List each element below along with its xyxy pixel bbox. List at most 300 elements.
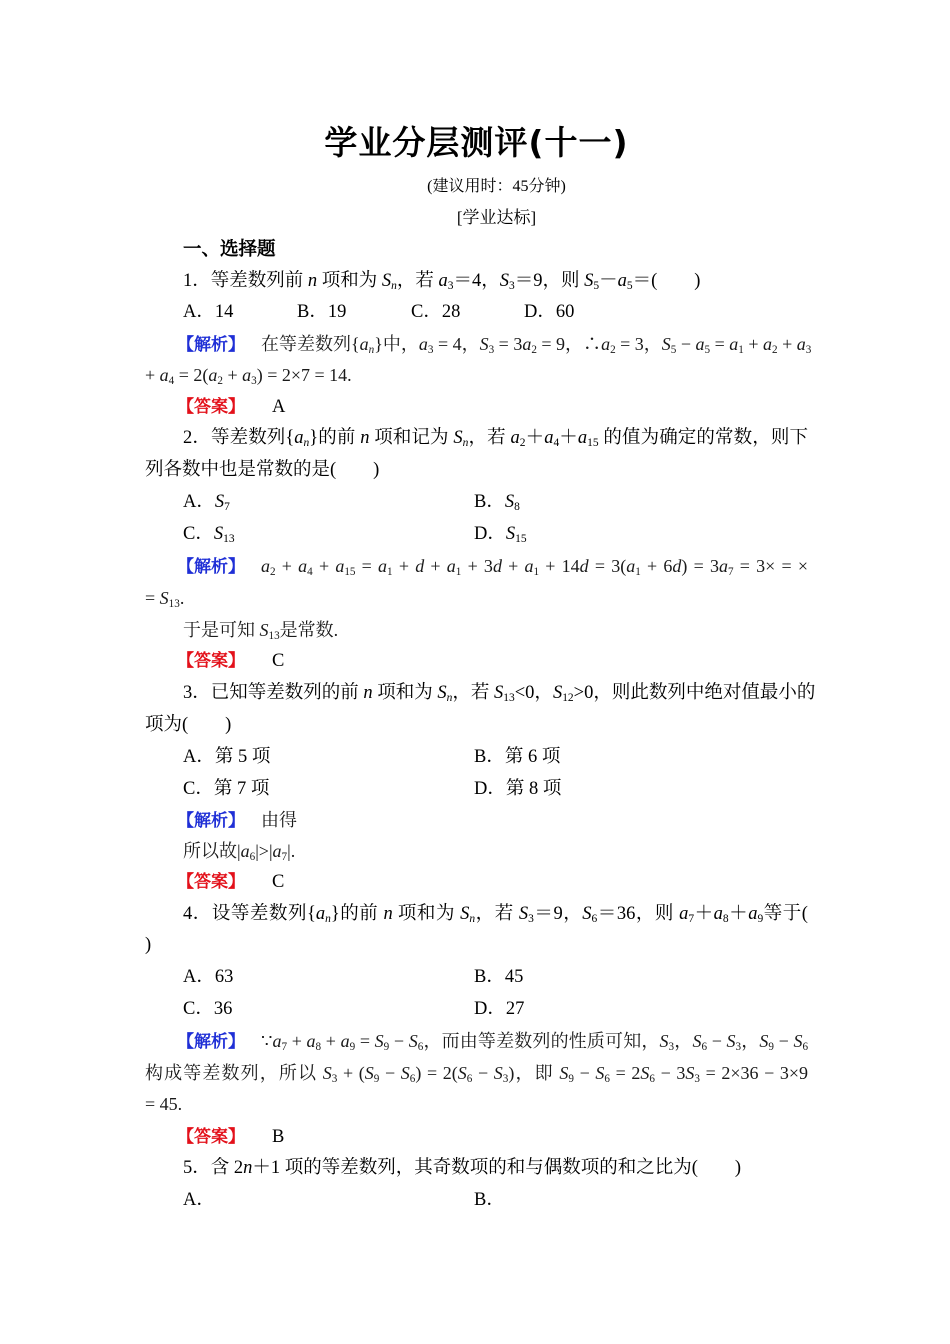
analysis-label: 【解析】 (177, 811, 245, 831)
text-run: C．36 (183, 999, 233, 1019)
text-run: 6 (802, 1040, 809, 1053)
text-run: . (179, 588, 185, 608)
text-run: B．19 (297, 302, 347, 322)
option-b (297, 297, 346, 327)
text-run: 所以故| (183, 841, 241, 861)
text-run: d (415, 556, 425, 576)
text-run: = (355, 556, 379, 576)
text-run: a (695, 334, 705, 354)
option-d (474, 519, 527, 549)
text-run: 1 (738, 343, 744, 356)
question-2-options (0, 487, 950, 517)
text-run: B． (474, 492, 505, 512)
option-a (183, 962, 233, 992)
text-run: a (446, 556, 456, 576)
text-run: n (446, 691, 453, 704)
text-run: = 45. (145, 1094, 183, 1114)
text-run: 6 (604, 1072, 610, 1085)
analysis-text (261, 334, 811, 354)
text-run: = 3× = × (733, 556, 809, 576)
question-3-stem (183, 678, 816, 708)
text-run: = (355, 1031, 375, 1051)
question-1-answer (177, 392, 285, 422)
text-run: + 14 (539, 556, 580, 576)
text-run: S (494, 683, 504, 703)
question-4-answer (177, 1122, 284, 1152)
question-3-stem (145, 710, 231, 740)
text-run: S (759, 1031, 769, 1051)
text-run: n (368, 343, 375, 356)
question-3-answer (177, 867, 284, 897)
analysis-label: 【解析】 (177, 557, 245, 577)
text-run: d (492, 556, 502, 576)
question-3-analysis-line (183, 836, 295, 866)
text-run: 15 (587, 436, 599, 449)
text-run: S (493, 1063, 503, 1083)
text-run: C．28 (411, 302, 461, 322)
text-run: S (364, 1063, 374, 1083)
text-run: 项和为 (372, 683, 438, 703)
option-b (474, 742, 560, 772)
text-run: n (469, 912, 476, 925)
answer-label: 【答案】 (177, 1127, 245, 1147)
text-run: a (261, 556, 270, 576)
text-run: )，即 (508, 1063, 560, 1083)
text-run: 4．设等差数列{ (183, 904, 316, 924)
text-run: S (505, 524, 516, 544)
answer-value: A (272, 397, 286, 417)
text-run: S (582, 904, 592, 924)
text-run: 8 (722, 912, 729, 925)
text-run: ，若 (452, 683, 495, 703)
text-run: 构成等差数列，所以 (145, 1063, 323, 1083)
text-run: ∵ (261, 1031, 273, 1051)
text-run: S (659, 1031, 669, 1051)
text-run: 2 (610, 343, 616, 356)
text-run: S (692, 1031, 702, 1051)
text-run: 6 (409, 1072, 416, 1085)
text-run: ＋1 项的等差数列，其奇数项的和与偶数项的和之比为( ) (252, 1158, 742, 1178)
text-run: ＋ (728, 904, 749, 924)
text-run: S (559, 1063, 569, 1083)
text-run: + ( (337, 1063, 365, 1083)
text-run: A．63 (183, 967, 234, 987)
text-run: 1．等差数列前 (183, 271, 308, 291)
text-run: 3 (331, 1072, 338, 1085)
text-run: − (573, 1063, 596, 1083)
text-run: ) = 2( (415, 1063, 458, 1083)
text-run: a (272, 1031, 282, 1051)
text-run: a (626, 556, 636, 576)
text-run: ，若 (396, 271, 439, 291)
text-run: a (294, 428, 304, 448)
text-run: 7 (688, 912, 695, 925)
text-run: ) = 2×7 = 14. (256, 365, 352, 385)
question-3-options (0, 774, 950, 804)
question-1-stem (183, 266, 700, 296)
question-4-analysis-line (145, 1058, 808, 1088)
text-run: a (679, 904, 689, 924)
text-run: 7 (281, 1040, 288, 1053)
text-run: d (579, 556, 589, 576)
text-run: = 3， (615, 334, 662, 354)
text-run: 5 (670, 343, 677, 356)
text-run: 9 (373, 1072, 380, 1085)
text-run: n (243, 1158, 253, 1178)
text-run: ) (145, 935, 152, 955)
text-run: B．第 6 项 (474, 747, 561, 767)
text-run: + (275, 556, 299, 576)
question-3-analysis-line (177, 805, 297, 835)
section-tag: [学业达标] (456, 208, 537, 227)
text-run: S (159, 588, 169, 608)
question-2-stem (183, 423, 808, 453)
answer-label: 【答案】 (177, 397, 245, 417)
question-1-analysis-line (145, 360, 352, 390)
text-run: = 2×36 − 3×9 (699, 1063, 809, 1083)
text-run: A． (183, 492, 215, 512)
text-run: 3 (447, 279, 454, 292)
text-run: n (307, 271, 318, 291)
text-run: 13 (168, 597, 180, 610)
text-run: S (213, 524, 224, 544)
text-run: 3 (805, 343, 812, 356)
text-run: − (774, 1031, 794, 1051)
text-run: ，若 (475, 904, 519, 924)
question-4-stem (183, 899, 808, 929)
text-run: = 4， (433, 334, 480, 354)
text-run: |. (287, 841, 296, 861)
text-run: a (763, 334, 772, 354)
text-run: a (617, 271, 627, 291)
text-run: 7 (727, 565, 734, 578)
text-run: 6 (649, 1072, 655, 1085)
answer-label: 【答案】 (177, 651, 245, 671)
text-run: a (272, 841, 282, 861)
text-run: = 2( (174, 365, 209, 385)
text-run: 3 (528, 912, 534, 925)
text-run: S (322, 1063, 332, 1083)
text-run: a (359, 334, 369, 354)
text-run: 2 (531, 343, 537, 356)
text-run: S (685, 1063, 695, 1083)
option-d (474, 774, 561, 804)
answer-value: C (272, 651, 285, 671)
text-run: + (222, 365, 243, 385)
question-1-options (0, 297, 950, 327)
text-run: + (312, 556, 336, 576)
text-run: a (544, 428, 554, 448)
text-run: }的前 (309, 428, 361, 448)
text-run: C． (183, 524, 214, 544)
text-run: 1 (533, 565, 540, 578)
text-run: 3 (735, 1040, 742, 1053)
question-1-analysis-line (177, 329, 812, 359)
text-run: S (408, 1031, 418, 1051)
text-run: 1 (455, 565, 462, 578)
text-run: + (392, 556, 416, 576)
text-run: = (145, 588, 160, 608)
text-run: }中， (374, 334, 419, 354)
text-run: 6 (417, 1040, 424, 1053)
text-run: |>| (255, 841, 273, 861)
text-run: 2 (217, 374, 223, 387)
text-run: 2．等差数列{ (183, 428, 295, 448)
question-4-options (0, 962, 950, 992)
text-run: n (391, 279, 397, 292)
text-run: B． (474, 1190, 505, 1210)
text-run: 由得 (261, 810, 297, 830)
text-run: + (321, 1031, 341, 1051)
text-run: 3 (694, 1072, 700, 1085)
answer-value: C (272, 872, 285, 892)
option-d (524, 297, 574, 327)
text-run: 5 (704, 343, 711, 356)
text-run: n (363, 683, 373, 703)
answer-label: 【答案】 (177, 872, 245, 892)
text-run: 3 (668, 1040, 675, 1053)
text-run: a (159, 365, 169, 385)
text-run: − (379, 1063, 401, 1083)
option-a (183, 1185, 215, 1215)
text-run: a (315, 904, 326, 924)
text-run: + (145, 365, 160, 385)
question-2-analysis-line (145, 583, 184, 613)
text-run: + (287, 1031, 307, 1051)
text-run: 的值为确定的常数，则下 (598, 428, 808, 448)
question-5-stem (183, 1153, 741, 1183)
analysis-text (261, 1031, 808, 1051)
text-run: S (518, 904, 529, 924)
text-run: a (438, 271, 448, 291)
text-run: 2 (270, 565, 276, 578)
text-run: n (325, 912, 331, 925)
text-run: ＝( ) (632, 271, 701, 291)
text-run: 3 (488, 343, 495, 356)
text-run: = (710, 334, 730, 354)
text-run: A．14 (183, 302, 234, 322)
text-run: a (378, 556, 388, 576)
text-run: >0，则此数列中绝对值最小的 (573, 683, 816, 703)
text-run: 7 (224, 500, 230, 513)
text-run: − (676, 334, 696, 354)
text-run: S (504, 492, 515, 512)
text-run: = 9，∴ (536, 334, 602, 354)
text-run: a (713, 904, 723, 924)
text-run: A．第 5 项 (183, 747, 271, 767)
text-run: + (501, 556, 525, 576)
text-run: a (601, 334, 611, 354)
text-run: 7 (281, 850, 288, 863)
text-run: 9 (383, 1040, 390, 1053)
text-run: ＝4， (453, 271, 500, 291)
text-run: ＋ (559, 428, 578, 448)
question-2-stem (145, 455, 379, 485)
option-a (183, 487, 230, 517)
text-run: 13 (268, 629, 280, 642)
analysis-text (261, 556, 808, 576)
text-run: 9 (349, 1040, 356, 1053)
text-run: 13 (223, 532, 235, 545)
question-5-options (0, 1185, 950, 1215)
text-run: = 3 (494, 334, 523, 354)
text-run: 5 (593, 279, 600, 292)
text-run: − (472, 1063, 494, 1083)
option-c (183, 774, 269, 804)
option-c (411, 297, 460, 327)
text-run: − 3 (654, 1063, 686, 1083)
option-c (183, 519, 235, 549)
text-run: 于是可知 (183, 620, 260, 640)
text-run: 9 (568, 1072, 574, 1085)
text-run: 等于( (763, 904, 808, 924)
text-run: n (360, 428, 370, 448)
option-b (474, 962, 523, 992)
text-run: a (510, 428, 520, 448)
text-run: a (340, 1031, 350, 1051)
text-run: 3 (251, 374, 257, 387)
text-run: 项和记为 (369, 428, 454, 448)
text-run: + 3 (461, 556, 493, 576)
option-b (474, 487, 520, 517)
text-run: 列各数中也是常数的是( ) (145, 460, 380, 480)
text-run: = 2 (609, 1063, 641, 1083)
text-run: a (242, 365, 252, 385)
text-run: 3．已知等差数列的前 (183, 683, 364, 703)
text-run: 9 (757, 912, 764, 925)
text-run: D． (474, 524, 506, 544)
analysis-text (261, 810, 297, 830)
text-run: a (577, 428, 588, 448)
text-run: d (672, 556, 682, 576)
text-run: 3 (509, 279, 515, 292)
text-run: 8 (514, 500, 520, 513)
text-run: 2 (772, 343, 778, 356)
text-run: S (499, 271, 510, 291)
text-run: C．第 7 项 (183, 779, 270, 799)
text-run: S (400, 1063, 410, 1083)
option-c (183, 994, 232, 1024)
text-run: a (718, 556, 728, 576)
text-run: ＝36，则 (597, 904, 680, 924)
text-run: a (522, 334, 532, 354)
text-run: S (437, 683, 447, 703)
text-run: ) = 3 (681, 556, 719, 576)
text-run: － (599, 271, 618, 291)
text-run: 15 (515, 532, 527, 545)
text-run: S (457, 1063, 467, 1083)
text-run: 在等差数列{ (261, 334, 360, 354)
question-4-options (0, 994, 950, 1024)
text-run: + (777, 334, 797, 354)
text-run: n (303, 436, 310, 449)
question-4-analysis-line (177, 1026, 808, 1056)
text-run: <0， (514, 683, 553, 703)
text-run: 项和为 (392, 904, 461, 924)
text-run: + 6 (640, 556, 673, 576)
text-run: B．45 (474, 967, 524, 987)
text-run: S (793, 1031, 803, 1051)
text-run: a (418, 334, 428, 354)
text-run: 4 (307, 565, 313, 578)
section-heading: 一、选择题 (183, 239, 276, 260)
text-run: 项为( ) (145, 715, 232, 735)
text-run: a (748, 904, 758, 924)
question-2-options (0, 519, 950, 549)
text-run: ＋ (694, 904, 714, 924)
text-run: 4 (168, 374, 175, 387)
text-run: a (524, 556, 534, 576)
text-run: S (552, 683, 563, 703)
text-run: ＝9， (533, 904, 583, 924)
text-run: S (381, 271, 392, 291)
text-run: 4 (553, 436, 560, 449)
text-run: 6 (701, 1040, 708, 1053)
option-a (183, 297, 233, 327)
page-title: 学业分层测评(十一) (324, 123, 629, 162)
text-run: n (383, 904, 393, 924)
text-run: 6 (249, 850, 256, 863)
question-2-analysis-line (177, 551, 808, 581)
text-run: a (208, 365, 218, 385)
option-d (474, 994, 524, 1024)
text-run: S (374, 1031, 384, 1051)
text-run: 15 (344, 565, 356, 578)
text-run: S (640, 1063, 650, 1083)
text-run: + (424, 556, 447, 576)
text-run: ，若 (468, 428, 511, 448)
text-run: }的前 (330, 904, 384, 924)
text-run: S (214, 492, 225, 512)
suggested-time: (建议用时：45分钟) (427, 178, 566, 195)
text-run: a (298, 556, 308, 576)
text-run: S (726, 1031, 736, 1051)
text-run: a (796, 334, 806, 354)
question-2-analysis-line (183, 615, 338, 645)
text-run: a (335, 556, 345, 576)
text-run: 3 (502, 1072, 509, 1085)
text-run: a (240, 841, 250, 861)
text-run: ＝9，则 (514, 271, 585, 291)
text-run: + (743, 334, 763, 354)
text-run: A． (183, 1190, 215, 1210)
text-run: S (595, 1063, 605, 1083)
text-run: S (584, 271, 594, 291)
text-run: ＋ (525, 428, 545, 448)
text-run: 是常数. (279, 620, 339, 640)
text-run: 1 (387, 565, 393, 578)
question-2-answer (177, 646, 284, 676)
answer-value: B (272, 1127, 285, 1147)
text-run: − (707, 1031, 727, 1051)
text-run: 5 (626, 279, 633, 292)
text-run: 3 (427, 343, 434, 356)
text-run: a (306, 1031, 316, 1051)
question-4-analysis-line (145, 1089, 182, 1119)
analysis-label: 【解析】 (177, 1032, 245, 1052)
text-run: n (462, 436, 469, 449)
text-run: ， (674, 1031, 693, 1051)
text-run: S (453, 428, 463, 448)
text-run: 项和为 (317, 271, 382, 291)
text-run: D．第 8 项 (474, 779, 562, 799)
text-run: a (729, 334, 739, 354)
question-3-options (0, 742, 950, 772)
text-run: 12 (562, 691, 574, 704)
text-run: ，而由等差数列的性质可知， (423, 1031, 660, 1051)
option-a (183, 742, 270, 772)
text-run: 9 (768, 1040, 774, 1053)
